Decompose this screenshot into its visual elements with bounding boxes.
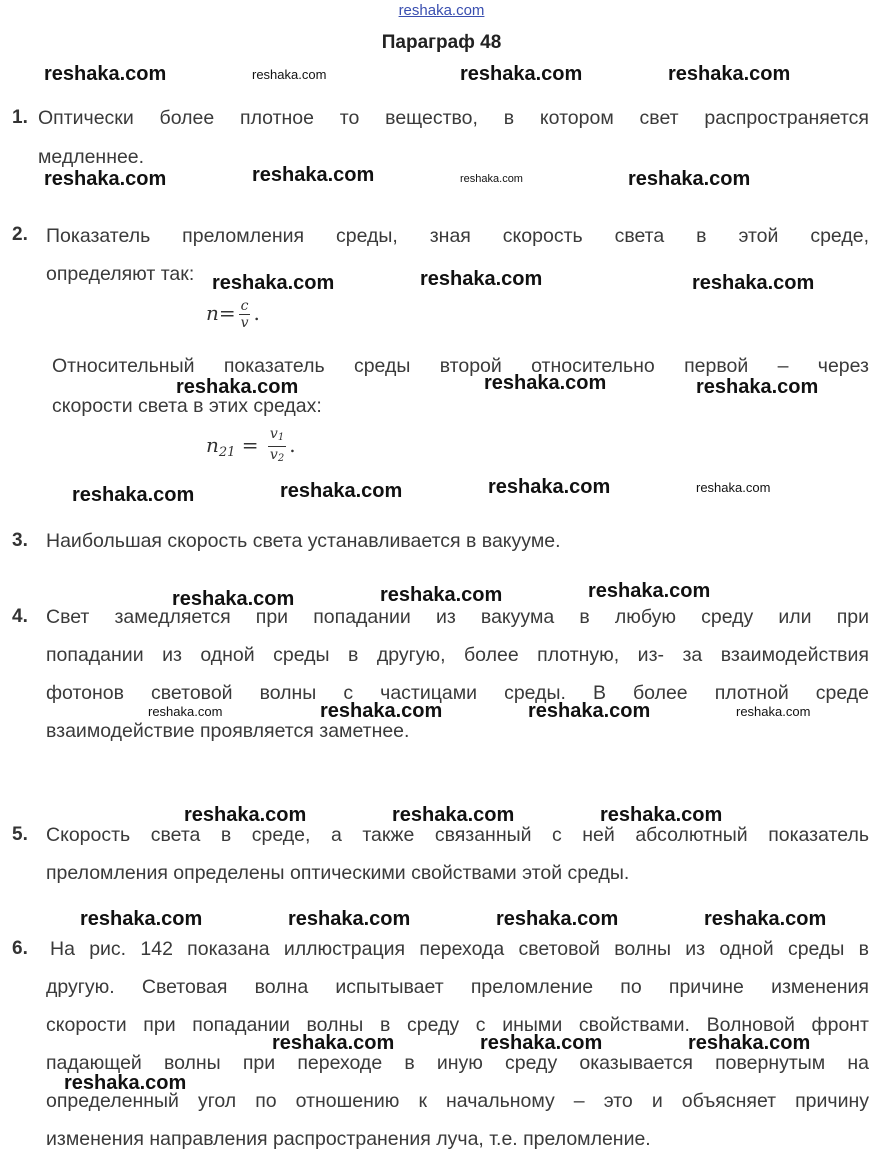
item-text-line: Свет замедляется при попадании из вакуума в любую среду или при: [46, 606, 869, 628]
watermark: reshaka.com: [496, 908, 619, 930]
item-text-line: Оптически более плотное то вещество, в котором свет распространяется: [38, 107, 869, 129]
watermark: reshaka.com: [252, 67, 327, 82]
item-text-line: попадании из одной среды в другую, более плотную, из- за взаимодействия: [46, 644, 869, 666]
item-text-line: преломления определены оптическими свойствами этой среды.: [46, 862, 630, 884]
watermark: reshaka.com: [212, 272, 335, 294]
item-text-line: медленнее.: [38, 146, 145, 168]
item-number: 6.: [12, 938, 28, 959]
watermark: reshaka.com: [484, 372, 607, 394]
formula-relative-index: $n_{21}$ = $\frac{v_1}{v_2}$ .: [206, 426, 296, 464]
watermark: reshaka.com: [64, 1072, 187, 1094]
item-text-line: скорости света в этих средах:: [52, 395, 322, 417]
watermark: reshaka.com: [272, 1032, 395, 1054]
watermark: reshaka.com: [460, 173, 523, 185]
item-text-line: фотонов световой волны с частицами среды. В более плотной среде: [46, 682, 869, 704]
item-number: 5.: [12, 824, 28, 845]
watermark: reshaka.com: [392, 804, 515, 826]
item-number: 4.: [12, 606, 28, 627]
watermark: reshaka.com: [44, 168, 167, 190]
item-text-line: взаимодействие проявляется заметнее.: [46, 720, 410, 742]
watermark: reshaka.com: [72, 484, 195, 506]
watermark: reshaka.com: [252, 164, 375, 186]
watermark: reshaka.com: [480, 1032, 603, 1054]
item-text-line: Скорость света в среде, а также связанный с ней абсолютный показатель: [46, 824, 869, 846]
watermark: reshaka.com: [696, 480, 771, 495]
watermark: reshaka.com: [688, 1032, 811, 1054]
watermark: reshaka.com: [176, 376, 299, 398]
item-number: 2.: [12, 224, 28, 245]
watermark: reshaka.com: [668, 63, 791, 85]
watermark: reshaka.com: [736, 704, 811, 719]
watermark: reshaka.com: [280, 480, 403, 502]
watermark: reshaka.com: [704, 908, 827, 930]
site-header-link[interactable]: reshaka.com: [398, 2, 485, 19]
watermark: reshaka.com: [420, 268, 543, 290]
item-text-line: другую. Световая волна испытывает преломление по причине изменения: [46, 976, 869, 998]
watermark: reshaka.com: [696, 376, 819, 398]
formula-refractive-index: n= $\frac{c}{v}$ .: [206, 298, 260, 331]
watermark: reshaka.com: [148, 704, 223, 719]
item-text-line: изменения направления распространения луча, т.е. преломление.: [46, 1128, 651, 1150]
watermark: reshaka.com: [172, 588, 295, 610]
watermark: reshaka.com: [80, 908, 203, 930]
watermark: reshaka.com: [692, 272, 815, 294]
item-text-line: падающей волны при переходе в иную среду оказывается повернутым на: [46, 1052, 869, 1074]
item-number: 3.: [12, 530, 28, 551]
item-text-line: Показатель преломления среды, зная скорость света в этой среде,: [46, 225, 869, 247]
watermark: reshaka.com: [460, 63, 583, 85]
watermark: reshaka.com: [320, 700, 443, 722]
watermark: reshaka.com: [600, 804, 723, 826]
item-text-line: скорости при попадании волны в среду с иными свойствами. Волновой фронт: [46, 1014, 869, 1036]
watermark: reshaka.com: [184, 804, 307, 826]
item-text-line: определенный угол по отношению к начальному – это и объясняет причину: [46, 1090, 869, 1112]
watermark: reshaka.com: [380, 584, 503, 606]
item-text-line: На рис. 142 показана иллюстрация перехода световой волны из одной среды в: [50, 938, 869, 960]
watermark: reshaka.com: [288, 908, 411, 930]
watermark: reshaka.com: [44, 63, 167, 85]
item-text-line: Наибольшая скорость света устанавливается в вакууме.: [46, 530, 561, 552]
page-title: Параграф 48: [381, 32, 502, 53]
item-text-line: Относительный показатель среды второй относительно первой – через: [52, 355, 869, 377]
item-number: 1.: [12, 107, 28, 128]
watermark: reshaka.com: [488, 476, 611, 498]
watermark: reshaka.com: [528, 700, 651, 722]
item-text-line: определяют так:: [46, 263, 195, 285]
watermark: reshaka.com: [628, 168, 751, 190]
watermark: reshaka.com: [588, 580, 711, 602]
